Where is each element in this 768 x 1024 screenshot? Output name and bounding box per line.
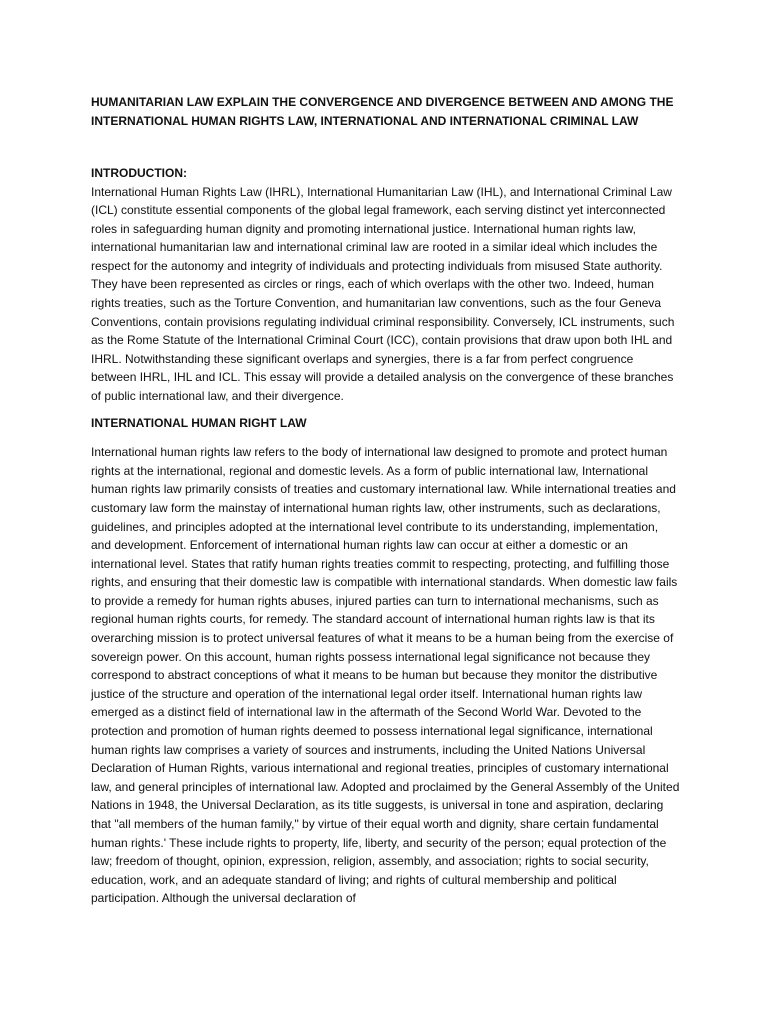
introduction-heading: INTRODUCTION: [91,166,187,180]
document-page [91,93,681,908]
introduction-paragraph: International Human Rights Law (IHRL), International Humanitarian Law (IHL), and International Criminal Law (ICL) constitute essential components of the global legal framework, each serving distinct yet interconnected roles in safeguarding human dignity and promoting international justice. International human rights law, international humanitarian law and international criminal law are rooted in a similar ideal which includes the respect for the autonomy and integrity of individuals and protecting individuals from misused State authority. They have been represented as circles or rings, each of which overlaps with the other two. Indeed, human rights treaties, such as the Torture Convention, and humanitarian law conventions, such as the four Geneva Conventions, contain provisions regulating individual criminal responsibility. Conversely, ICL instruments, such as the Rome Statute of the International Criminal Court (ICC), contain provisions that draw upon both IHL and IHRL. Notwithstanding these significant overlaps and synergies, there is a far from perfect congruence between IHRL, IHL and ICL. This essay will provide a detailed analysis on the convergence of these branches of public international law, and their divergence. [91,184,675,404]
ihrl-paragraph: International human rights law refers to the body of international law designed to promote and protect human rights at the international, regional and domestic levels. As a form of public international law, International human rights law primarily consists of treaties and customary international law. While international treaties and customary law form the mainstay of international human rights law, other instruments, such as declarations, guidelines, and principles adopted at the international level contribute to its understanding, implementation, and development. Enforcement of international human rights law can occur at either a domestic or an international level. States that ratify human rights treaties commit to respecting, protecting, and fulfilling those rights, and ensuring that their domestic law is compatible with international standards. When domestic law fails to provide a remedy for human rights abuses, injured parties can turn to international mechanisms, such as regional human rights courts, for remedy. The standard account of international human rights law is that its overarching mission is to protect universal features of what it means to be a human being from the exercise of sovereign power. On this account, human rights possess international legal significance not because they correspond to abstract conceptions of what it means to be human but because they monitor the distributive justice of the structure and operation of the international legal order itself. International human rights law emerged as a distinct field of international law in the aftermath of the Second World War. Devoted to the protection and promotion of human rights deemed to possess international legal significance, international human rights law comprises a variety of sources and instruments, including the United Nations Universal Declaration of Human Rights, various international and regional treaties, principles of customary international law, and general principles of international law. Adopted and proclaimed by the General Assembly of the United Nations in 1948, the Universal Declaration, as its title suggests, is universal in tone and aspiration, declaring that "all members of the human family," by virtue of their equal worth and dignity, share certain fundamental human rights.' These include rights to property, life, liberty, and security of the person; equal protection of the law; freedom of thought, opinion, expression, religion, assembly, and association; rights to social security, education, work, and an adequate standard of living; and rights of cultural membership and political participation. Although the universal declaration of [91,445,680,906]
document-title: HUMANITARIAN LAW EXPLAIN THE CONVERGENCE AND DIVERGENCE BETWEEN AND AMONG THE INTERNATIONAL HUMAN RIGHTS LAW, INTERNATIONAL AND INTERNATIONAL CRIMINAL LAW [91,95,674,128]
section-heading-ihrl: INTERNATIONAL HUMAN RIGHT LAW [91,415,307,430]
